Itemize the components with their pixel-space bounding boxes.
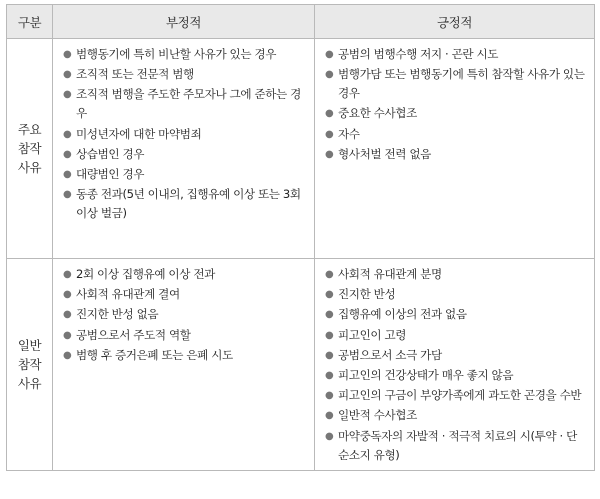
list-item: ● 조직적 또는 전문적 범행: [63, 65, 307, 84]
list-item: ● 범행가담 또는 범행동기에 특히 참작할 사유가 있는 경우: [325, 65, 587, 103]
list-item: ● 사회적 유대관계 분명: [325, 265, 587, 284]
category-major: [7, 39, 53, 259]
general-positive-cell: [315, 259, 595, 471]
header-negative: 부정적: [53, 5, 315, 39]
list-item: ● 공범으로서 소극 가담: [325, 346, 587, 365]
list-item: ● 동종 전과(5년 이내의, 집행유예 이상 또는 3회 이상 벌금): [63, 185, 307, 223]
major-negative-list: [63, 45, 307, 223]
list-item: ● 일반적 수사협조: [325, 406, 587, 425]
list-item: ● 마약중독자의 자발적 · 적극적 치료의 시(투약 · 단순소지 유형): [325, 427, 587, 465]
category-general-line-3: 사유: [17, 375, 42, 391]
list-item: ● 중요한 수사협조: [325, 104, 587, 123]
list-item: ● 범행 후 증거은폐 또는 은폐 시도: [63, 346, 307, 365]
general-negative-list: [63, 265, 307, 365]
list-item: ● 형사처벌 전력 없음: [325, 145, 587, 164]
list-item: ● 진지한 반성: [325, 285, 587, 304]
list-item: ● 미성년자에 대한 마약범죄: [63, 125, 307, 144]
category-major-line-2: 참작: [17, 141, 42, 156]
category-major-line-3: 사유: [17, 160, 42, 175]
list-item: ● 사회적 유대관계 결여: [63, 285, 307, 304]
category-general: [7, 259, 53, 471]
list-item: ● 피고인의 구금이 부양가족에게 과도한 곤경을 수반: [325, 386, 587, 405]
header-positive: 긍정적: [315, 5, 595, 39]
list-item: ● 피고인이 고령: [325, 326, 587, 345]
major-negative-cell: [53, 39, 315, 259]
row-general-factors: [7, 259, 595, 471]
list-item: ● 범행동기에 특히 비난할 사유가 있는 경우: [63, 45, 307, 64]
sentencing-factors-table: [6, 4, 595, 471]
list-item: ● 진지한 반성 없음: [63, 305, 307, 324]
list-item: ● 대량범인 경우: [63, 165, 307, 184]
list-item: ● 피고인의 건강상태가 매우 좋지 않음: [325, 366, 587, 385]
list-item: ● 자수: [325, 125, 587, 144]
category-general-line-2: 참작: [17, 356, 42, 372]
row-major-factors: [7, 39, 595, 259]
list-item: ● 2회 이상 집행유예 이상 전과: [63, 265, 307, 284]
major-positive-cell: [315, 39, 595, 259]
list-item: ● 조직적 범행을 주도한 주모자나 그에 준하는 경우: [63, 85, 307, 123]
list-item: ● 상습범인 경우: [63, 145, 307, 164]
header-category: 구분: [7, 5, 53, 39]
general-positive-list: [325, 265, 587, 465]
major-positive-list: [325, 45, 587, 164]
general-negative-cell: [53, 259, 315, 471]
header-row: [7, 5, 595, 39]
category-major-line-1: 주요: [17, 122, 42, 137]
list-item: ● 공범으로서 주도적 역할: [63, 326, 307, 345]
category-general-line-1: 일반: [17, 337, 42, 353]
list-item: ● 공범의 범행수행 저지 · 곤란 시도: [325, 45, 587, 64]
list-item: ● 집행유예 이상의 전과 없음: [325, 305, 587, 324]
